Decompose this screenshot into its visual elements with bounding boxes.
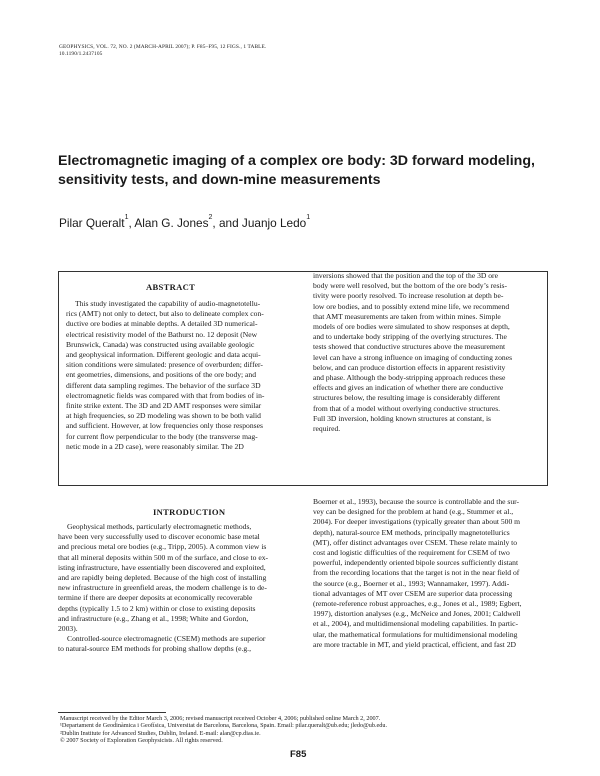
body-line: have been very successfully used to discover economic base metal <box>58 532 260 542</box>
footnote-divider <box>58 712 166 713</box>
abstract-line: ductive ore bodies at minable depths. A detailed 3D numerical- <box>66 319 258 329</box>
body-line: and are rapidly being depleted. Because of the high cost of installing <box>58 573 267 583</box>
abstract-line: from that of a model without overlying conductive structures. <box>313 403 501 413</box>
author-separator: , and <box>212 216 242 230</box>
body-line: isting infrastructure, have essentially been discovered and exploited, <box>58 562 266 572</box>
body-line: and precious metal ore bodies (e.g., Tripp, 2005). A common view is <box>58 542 267 552</box>
footnote-line: ²Dublin Institute for Advanced Studies, Dublin, Ireland. E-mail: alan@cp.dias.ie. <box>60 729 261 737</box>
author-affiliation: 1 <box>306 214 311 221</box>
body-line: 2004). For deeper investigations (typically greater than about 500 m <box>313 517 521 527</box>
abstract-line: effects and gives an indication of whether there are conductive <box>313 383 504 393</box>
abstract-line: rics (AMT) not only to detect, but also to delineate complex con- <box>66 309 264 319</box>
abstract-left-column <box>66 299 300 452</box>
body-line: new infrastructure in greenfield areas, the modern challenge is to de- <box>58 583 267 593</box>
abstract-line: models of ore bodies were simulated to show responses at depth, <box>313 322 510 332</box>
title-line: Electromagnetic imaging of a complex ore body: 3D forward modeling, <box>58 153 535 169</box>
body-line: vey can be designed for the problem at hand (e.g., Stummer et al., <box>313 507 514 517</box>
abstract-line: different data sampling regimes. The behavior of the surface 3D <box>66 380 261 390</box>
abstract-line: Brunswick, Canada) was constructed using available geologic <box>66 339 255 349</box>
abstract-line: and to undertake body stripping of the overlying structures. The <box>313 332 507 342</box>
body-line: 2003). <box>58 624 78 634</box>
abstract-line: and geophysical information. Different geologic and data acqui- <box>66 350 261 360</box>
body-line: Controlled-source electromagnetic (CSEM) methods are superior <box>67 634 266 644</box>
footnote-line: Manuscript received by the Editor March 3, 2006; revised manuscript received October 4, 2006; published online March 2, 2007. <box>60 715 381 722</box>
author-list <box>59 216 310 230</box>
abstract-right-column <box>313 271 540 434</box>
doi: 10.1190/1.2437105 <box>59 51 103 57</box>
footnote-line: © 2007 Society of Exploration Geophysicists. All rights reserved. <box>60 737 223 745</box>
footnote-line: ¹Departament de Geodinàmica i Geofísica, Universitat de Barcelona, Barcelona, Spain. Email: pilar.queralt@ub.edu; jledo@ub.edu. <box>60 722 387 730</box>
abstract-line: ent geometries, dimensions, and positions of the ore body; and <box>66 370 257 380</box>
author-name: Juanjo Ledo <box>241 216 307 230</box>
body-line: from the recording locations that the target is not in the near field of <box>313 568 520 578</box>
author-separator: , <box>128 216 135 230</box>
abstract-heading: ABSTRACT <box>146 282 196 292</box>
abstract-line: This study investigated the capability of audio-magnetotellu- <box>75 299 261 308</box>
author-name: Alan G. Jones <box>134 216 209 230</box>
abstract-line: Full 3D inversion, holding known structures at constant, is <box>313 413 492 423</box>
body-line: that all mineral deposits within 500 m of the surface, and close to ex- <box>58 552 269 562</box>
body-line: termine if there are deeper deposits at economically recoverable <box>58 593 253 603</box>
body-line: to natural-source EM methods for probing shallow depths (e.g., <box>58 644 251 654</box>
introduction-heading: INTRODUCTION <box>153 507 226 517</box>
body-line: and infrastructure (e.g., Zhang et al., 1998; White and Gordon, <box>58 613 249 623</box>
abstract-line: and sufficient. However, at low frequencies only those responses <box>66 421 263 431</box>
body-line: Boerner et al., 1993), because the source is controllable and the sur- <box>313 497 520 506</box>
author-name: Pilar Queralt <box>59 216 125 230</box>
page-number: F85 <box>290 749 307 760</box>
title-line: sensitivity tests, and down-mine measurements <box>58 172 381 188</box>
abstract-line: required. <box>313 424 341 434</box>
abstract-line: body were well resolved, but the bottom of the ore body’s resis- <box>313 281 508 291</box>
abstract-line: level can have a strong influence on imaging of conducting zones <box>313 352 513 362</box>
body-right-column <box>313 497 550 650</box>
abstract-line: netic mode in a 2D case), were reasonably similar. The 2D <box>66 441 244 451</box>
body-line: Geophysical methods, particularly electromagnetic methods, <box>67 522 252 531</box>
abstract-line: inversions showed that the position and the top of the 3D ore <box>313 271 498 280</box>
body-line: (MT), offer distinct advantages over CSEM. These relate mainly to <box>313 537 518 547</box>
abstract-line: below, and can produce distortion effects in apparent resistivity <box>313 362 506 372</box>
body-line: cost and logistic difficulties of the requirement for CSEM of two <box>313 548 510 558</box>
journal-header <box>59 44 359 58</box>
abstract-line: electromagnetic fields was compared with that from bodies of in- <box>66 390 265 400</box>
abstract-line: electrical resistivity model of the Bathurst no. 12 deposit (New <box>66 329 258 339</box>
abstract-line: finite strike extent. The 3D and 2D AMT responses were similar <box>66 401 262 411</box>
body-line: are more tractable in MT, and yield practical, efficient, and fast 2D <box>313 639 516 649</box>
paper-title <box>58 152 548 190</box>
body-line: (remote-reference robust approaches, e.g., Jones et al., 1989; Egbert, <box>313 599 522 609</box>
body-line: ular, the mathematical formulations for multidimensional modeling <box>313 629 518 639</box>
body-line: depth), natural-source EM methods, principally magnetotellurics <box>313 527 510 537</box>
abstract-line: low ore bodies, and to possibly extend mine life, we recommend <box>313 301 510 311</box>
abstract-line: that AMT measurements are taken from within mines. Simple <box>313 311 501 321</box>
abstract-line: tivity were poorly resolved. To increase resolution at depth be- <box>313 291 504 301</box>
footnotes <box>60 715 550 745</box>
journal-citation: GEOPHYSICS, VOL. 72, NO. 2 (MARCH-APRIL 2007); P. F85–F95, 12 FIGS., 1 TABLE. <box>59 44 267 50</box>
abstract-line: for current flow perpendicular to the body (the transverse mag- <box>66 431 258 441</box>
author-affiliation: 1 <box>124 214 129 221</box>
body-line: powerful, independently oriented bipole sources sufficiently distant <box>313 558 519 568</box>
abstract-line: at high frequencies, so 2D modeling was shown to be both valid <box>66 411 261 421</box>
body-line: tional advantages of MT over CSEM are superior data processing <box>313 588 513 598</box>
body-left-column <box>58 522 295 655</box>
abstract-line: and phase. Although the body-stripping approach reduces these <box>313 373 506 383</box>
abstract-line: structures below, the resulting image is considerably different <box>313 393 501 403</box>
body-line: depths (typically 1.5 to 2 km) within or close to existing deposits <box>58 603 256 613</box>
body-line: 1997), distortion analyses (e.g., McNeice and Jones, 2001; Caldwell <box>313 609 521 619</box>
abstract-line: tests showed that conductive structures above the measurement <box>313 342 506 352</box>
author-affiliation: 2 <box>208 214 213 221</box>
abstract-line: sition conditions were simulated: presence of overburden; differ- <box>66 360 263 370</box>
body-line: et al., 2004), and multidimensional modeling capabilities. In partic- <box>313 619 518 629</box>
body-line: the source (e.g., Boerner et al., 1993; Wannamaker, 1997). Addi- <box>313 578 510 588</box>
